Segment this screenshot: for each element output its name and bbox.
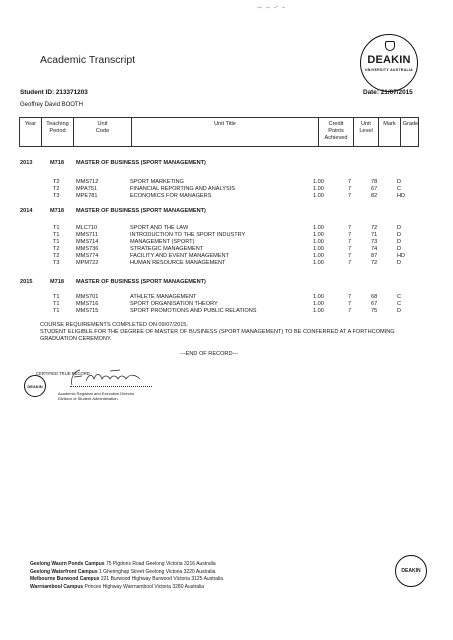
footer-wordmark: DEAKIN [401,568,421,574]
cell-level: 7 [348,253,352,259]
section-year: 2014 [20,208,33,214]
header-unit-title: Unit Title [132,118,319,146]
header-level-line2: Level [359,128,373,134]
section-course-code: M718 [50,160,64,166]
cell-title: HUMAN RESOURCE MANAGEMENT [130,260,226,266]
campus-address: 75 Pigdons Road Geelong Victoria 3216 Australia [105,561,216,567]
table-row [0,301,453,308]
campus-name: Geelong Waterfront Campus [30,568,98,575]
certified-label: CERTIFIED TRUE RECORD [36,371,90,376]
deakin-seal-small [24,375,48,399]
campus-name: Melbourne Burwood Campus [30,576,100,582]
cell-mark: 74 [371,246,378,252]
cell-credit: 1.00 [313,294,324,300]
table-row [0,186,453,193]
header-credit-line1: Credit [328,121,344,127]
cell-credit: 1.00 [313,301,324,307]
deakin-footer-logo [395,555,429,589]
table-row [0,253,453,260]
cell-code: MLC710 [76,225,98,231]
header-unit-code [74,118,132,146]
page-title: Academic Transcript [40,54,136,66]
cell-mark: 71 [371,232,378,238]
cell-grade: HD [397,253,406,259]
cell-level: 7 [348,308,352,314]
cell-grade: D [397,179,402,185]
cell-code: MMS774 [76,253,99,259]
student-name: Geoffrey David BOOTH [20,102,83,108]
requirements-line-completed: COURSE REQUIREMENTS COMPLETED ON 09/07/2015. [40,322,188,328]
table-row [0,179,453,186]
cell-title: SPORT PROMOTIONS AND PUBLIC RELATIONS [130,308,257,314]
cell-level: 7 [348,246,352,252]
cell-title: FACILITY AND EVENT MANAGEMENT [130,253,229,259]
cell-credit: 1.00 [313,308,324,314]
cell-grade: C [397,301,402,307]
seal-wordmark: DEAKIN [27,384,43,389]
cell-code: MMS715 [76,308,99,314]
cell-credit: 1.00 [313,193,324,199]
header-mark: Mark [379,118,401,146]
cell-grade: C [397,294,402,300]
cell-title: SPORT MARKETING [130,179,184,185]
cell-code: MPE781 [76,193,98,199]
table-row [0,308,453,315]
section-course-code: M718 [50,279,64,285]
header-credit-points [319,118,354,146]
section-course-name: MASTER OF BUSINESS (SPORT MANAGEMENT) [76,279,206,285]
cell-code: MMS716 [76,301,99,307]
cell-grade: C [397,186,402,192]
cell-period: T1 [53,225,60,231]
cell-title: ATHLETE MANAGEMENT [130,294,197,300]
header-code-line2: Code [95,128,110,134]
table-header [19,117,419,147]
cell-mark: 67 [371,186,378,192]
header-teaching-line2: Period [49,128,66,134]
cell-grade: HD [397,193,406,199]
section-course-code: M718 [50,208,64,214]
cell-mark: 67 [371,301,378,307]
cell-code: MMS714 [76,239,99,245]
section-year: 2015 [20,279,33,285]
signature-line [70,386,152,387]
cell-title: ECONOMICS FOR MANAGERS [130,193,212,199]
header-credit-line2: Points [328,128,344,134]
cell-period: T1 [53,232,60,238]
cell-period: T1 [53,308,60,314]
header-teaching-line1: Teaching [46,121,69,127]
section-course-name: MASTER OF BUSINESS (SPORT MANAGEMENT) [76,208,206,214]
campus-name: Warrnambool Campus [30,583,84,590]
end-of-record: ---END OF RECORD--- [180,351,239,357]
header-year: Year [20,118,42,146]
cell-code: MPM722 [76,260,99,266]
top-scribble-mark [256,4,286,10]
cell-title: SPORT ORGANISATION THEORY [130,301,218,307]
student-id: Student ID: 213371203 [20,89,88,96]
cell-grade: D [397,225,402,231]
campus-address: 1 Gheringhap Street Geelong Victoria 3220 Australia [99,568,216,575]
signer-details [58,391,134,402]
cell-code: MMS711 [76,232,98,238]
cell-mark: 87 [371,253,378,259]
campus-address: Princes Highway Warrnambool Victoria 3280 Australia [84,583,205,590]
campus-line [30,584,360,592]
header-grade: Grade [402,121,419,127]
cell-period: T1 [53,301,60,307]
cell-grade: D [397,246,402,252]
cell-mark: 78 [371,179,378,185]
campus-name: Geelong Waurn Ponds Campus [30,561,105,567]
table-row [0,225,453,232]
crest-icon [385,41,395,51]
header-credit-line3: Achieved [324,135,348,141]
cell-period: T1 [53,239,60,245]
cell-title: SPORT AND THE LAW [130,225,189,231]
cell-credit: 1.00 [313,253,324,259]
logo-wordmark: DEAKIN [367,54,411,66]
cell-title: MANAGEMENT (SPORT) [130,239,195,245]
cell-code: MMS712 [76,179,99,185]
cell-level: 7 [348,225,352,231]
cell-code: MPA751 [76,186,98,192]
signer-division: Division of Student Administration [58,396,118,402]
header-level-line1: Unit [361,121,371,127]
section-course-name: MASTER OF BUSINESS (SPORT MANAGEMENT) [76,160,206,166]
cell-grade: D [397,260,402,266]
cell-period: T2 [53,246,60,252]
cell-title: FINANCIAL REPORTING AND ANALYSIS [130,186,235,192]
cell-mark: 72 [371,260,378,266]
campus-list [30,561,360,591]
table-row [0,193,453,200]
cell-credit: 1.00 [313,179,324,185]
cell-period: T3 [53,260,60,266]
cell-level: 7 [348,239,352,245]
cell-mark: 82 [371,193,378,199]
table-row [0,246,453,253]
table-row [0,239,453,246]
cell-mark: 75 [371,308,378,314]
cell-code: MMS701 [76,294,99,300]
table-row [0,260,453,267]
cell-grade: D [397,308,402,314]
section-year: 2013 [20,160,33,166]
cell-credit: 1.00 [313,232,324,238]
cell-level: 7 [348,232,352,238]
course-requirements [40,322,430,343]
deakin-logo [360,34,420,94]
campus-line [30,561,360,569]
table-row [0,232,453,239]
cell-level: 7 [348,186,352,192]
cell-grade: D [397,239,402,245]
cell-title: STRATEGIC MANAGEMENT [130,246,204,252]
cell-level: 7 [348,193,352,199]
signer-title: Academic Registrar and Executive Director [58,391,135,396]
cell-period: T3 [53,193,60,199]
cell-grade: D [397,232,402,238]
header-teaching-period [42,118,74,146]
cell-level: 7 [348,260,352,266]
cell-title: INTRODUCTION TO THE SPORT INDUSTRY [130,232,246,238]
cell-level: 7 [348,294,352,300]
cell-period: T2 [53,186,60,192]
logo-subtitle: UNIVERSITY AUSTRALIA [364,68,413,72]
cell-mark: 72 [371,225,378,231]
cell-credit: 1.00 [313,239,324,245]
cell-code: MMS736 [76,246,99,252]
header-unit-level [354,118,379,146]
cell-mark: 68 [371,294,378,300]
cell-credit: 1.00 [313,260,324,266]
cell-credit: 1.00 [313,225,324,231]
cell-level: 7 [348,301,352,307]
cell-credit: 1.00 [313,186,324,192]
cell-period: T2 [53,253,60,259]
cell-mark: 73 [371,239,378,245]
cell-credit: 1.00 [313,246,324,252]
requirements-line-eligibility: STUDENT ELIGIBLE FOR THE DEGREE OF MASTER OF BUSINESS (SPORT MANAGEMENT) TO BE CONFERRED AT A FORTHCOMING GRADUATION CEREMONY. [40,329,395,342]
cell-period: T2 [53,179,60,185]
table-row [0,294,453,301]
campus-address: 221 Burwood Highway Burwood Victoria 3125 Australia [100,576,224,582]
cell-period: T1 [53,294,60,300]
campus-line [30,576,360,584]
transcript-date: Date: 21/07/2015 [363,89,413,96]
cell-level: 7 [348,179,352,185]
header-code-line1: Unit [97,121,108,127]
campus-line [30,569,360,577]
